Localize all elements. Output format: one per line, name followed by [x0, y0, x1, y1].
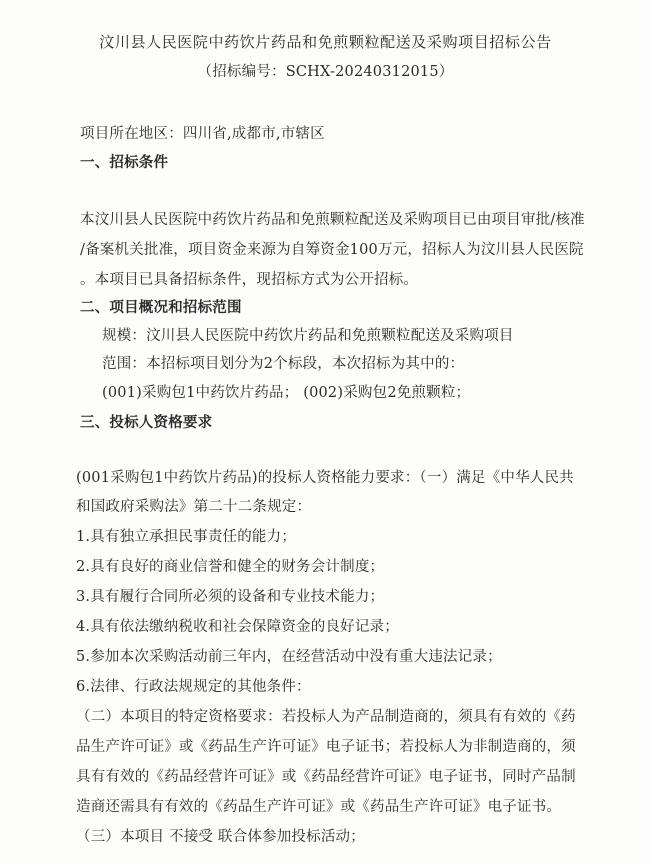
special-requirement-line: 造商还需具有有效的《药品生产许可证》或《药品生产许可证》电子证书。 [76, 799, 562, 815]
qualification-intro: 和国政府采购法》第二十二条规定： [76, 499, 312, 515]
document-title: 汶川县人民医院中药饮片药品和免煎颗粒配送及采购项目招标公告 [99, 33, 552, 51]
special-requirement-line: 品生产许可证》或《药品生产许可证》电子证书；若投标人为非制造商的，须 [76, 739, 576, 755]
project-location: 项目所在地区：四川省,成都市,市辖区 [80, 126, 325, 142]
project-scope: 范围：本招标项目划分为2个标段，本次招标为其中的： [102, 356, 465, 372]
qualification-item: 5.参加本次采购活动前三年内，在经营活动中没有重大违法记录； [76, 649, 502, 665]
qualification-item: 1.具有独立承担民事责任的能力； [76, 529, 297, 545]
section-heading-conditions: 一、招标条件 [80, 155, 169, 171]
qualification-item: 4.具有依法缴纳税收和社会保障资金的良好记录； [76, 619, 399, 635]
qualification-item: 3.具有履行合同所必须的设备和专业技术能力； [76, 589, 385, 605]
paragraph-line: /备案机关批准，项目资金来源为自筹资金100万元，招标人为汶川县人民医院 [80, 242, 584, 258]
special-requirement-line: （二）本项目的特定资格要求：若投标人为产品制造商的，须具有有效的《药 [76, 709, 576, 725]
special-requirement-line: 具有有效的《药品经营许可证》或《药品经营许可证》电子证书，同时产品制 [76, 769, 576, 785]
tender-code: （招标编号：SCHX-20240312015） [197, 64, 454, 80]
section-heading-qualifications: 三、投标人资格要求 [80, 415, 213, 431]
paragraph-line: 。本项目已具备招标条件，现招标方式为公开招标。 [80, 272, 419, 288]
project-lots: (001)采购包1中药饮片药品； (002)采购包2免煎颗粒； [102, 385, 471, 401]
paragraph-line: 本汶川县人民医院中药饮片药品和免煎颗粒配送及采购项目已由项目审批/核准 [80, 212, 585, 228]
project-scale: 规模：汶川县人民医院中药饮片药品和免煎颗粒配送及采购项目 [102, 328, 514, 344]
section-heading-overview: 二、项目概况和招标范围 [80, 300, 242, 316]
qualification-intro: (001采购包1中药饮片药品)的投标人资格能力要求：（一）满足《中华人民共 [76, 470, 574, 486]
qualification-item: 2.具有良好的商业信誉和健全的财务会计制度； [76, 559, 385, 575]
qualification-item: 6.法律、行政法规规定的其他条件： [76, 679, 311, 695]
consortium-requirement: （三）本项目 不接受 联合体参加投标活动； [76, 829, 365, 845]
